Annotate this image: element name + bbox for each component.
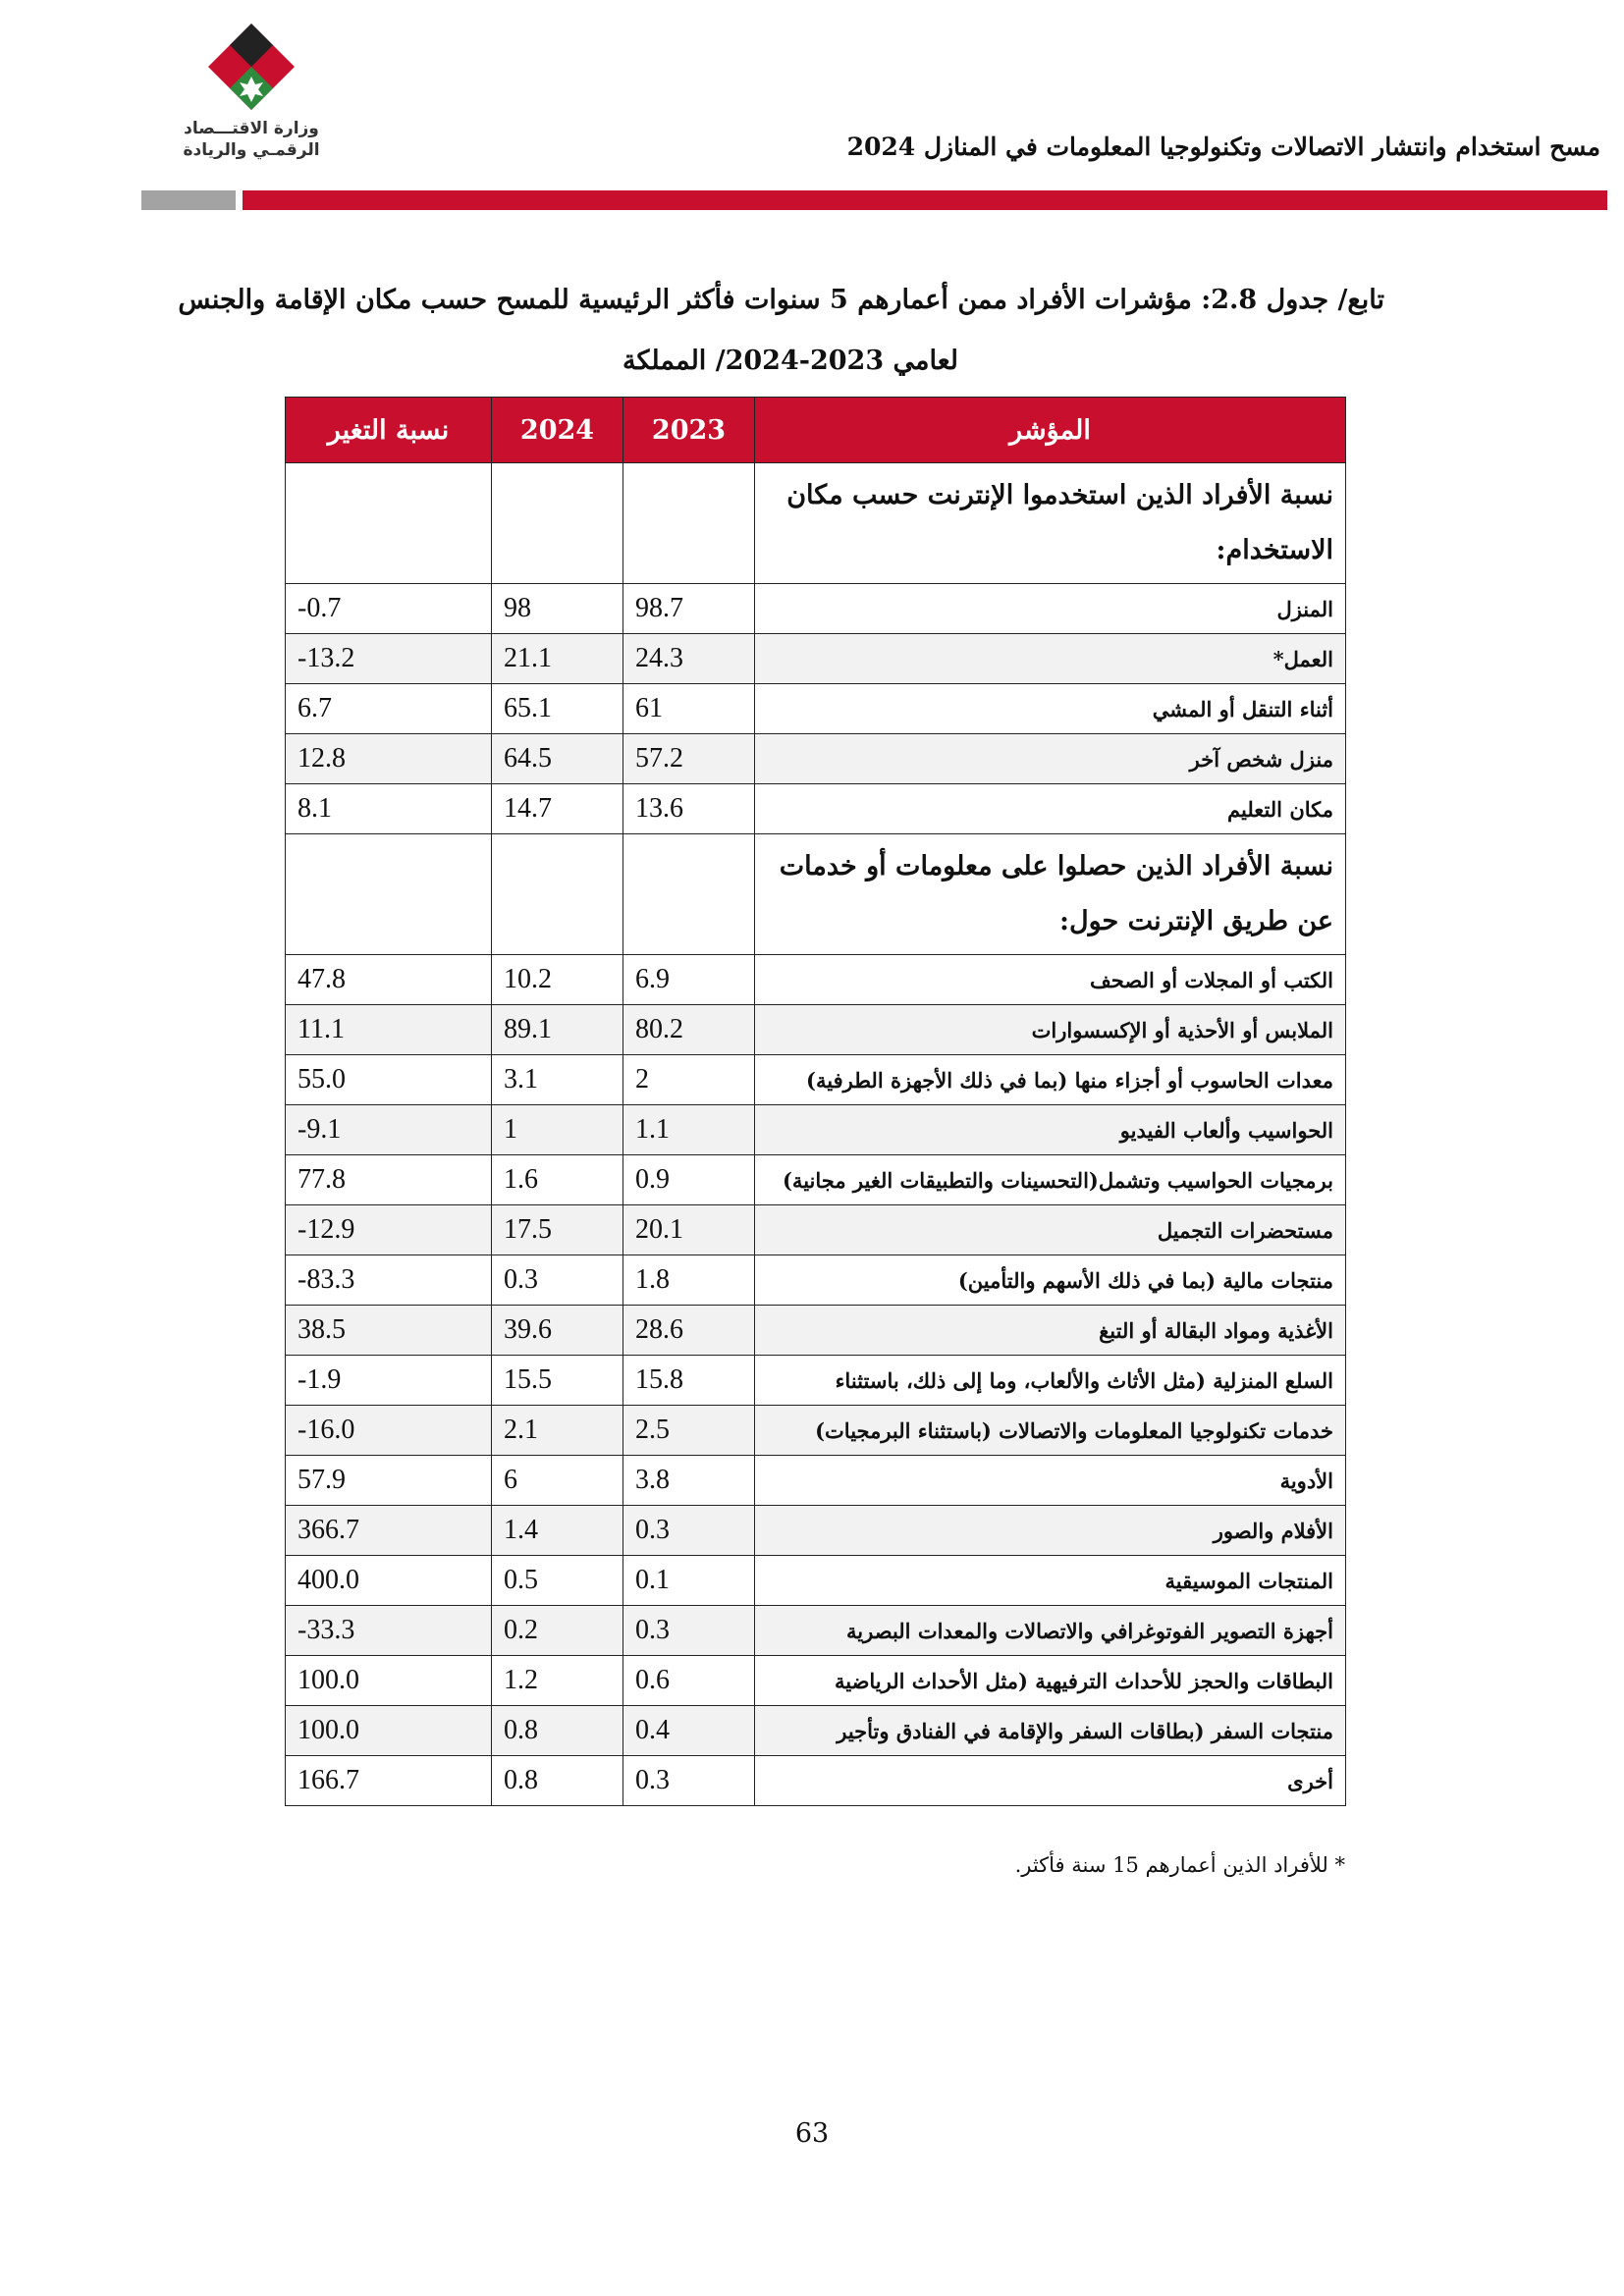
change-cell: -0.7 bbox=[286, 584, 492, 634]
change-cell: -9.1 bbox=[286, 1105, 492, 1155]
indicator-cell: منتجات مالية (بما في ذلك الأسهم والتأمين) bbox=[755, 1255, 1346, 1306]
table-row bbox=[286, 734, 1346, 784]
value-2023-cell: 2 bbox=[623, 1055, 755, 1105]
indicator-cell: أخرى bbox=[755, 1756, 1346, 1806]
change-cell: 400.0 bbox=[286, 1556, 492, 1606]
indicator-cell: المنتجات الموسيقية bbox=[755, 1556, 1346, 1606]
value-2023-cell: 0.6 bbox=[623, 1656, 755, 1706]
table-row bbox=[286, 1556, 1346, 1606]
value-2023-cell: 57.2 bbox=[623, 734, 755, 784]
change-cell: 100.0 bbox=[286, 1656, 492, 1706]
indicator-cell: البطاقات والحجز للأحداث الترفيهية (مثل الأحداث الرياضية bbox=[755, 1656, 1346, 1706]
change-cell bbox=[286, 463, 492, 584]
value-2024-cell: 65.1 bbox=[492, 684, 623, 734]
change-cell: 47.8 bbox=[286, 955, 492, 1005]
table-row bbox=[286, 784, 1346, 834]
change-cell: 11.1 bbox=[286, 1005, 492, 1055]
indicator-cell: منزل شخص آخر bbox=[755, 734, 1346, 784]
header-rule-red bbox=[243, 190, 1607, 210]
table-row bbox=[286, 684, 1346, 734]
table-row bbox=[286, 463, 1346, 584]
value-2024-cell: 10.2 bbox=[492, 955, 623, 1005]
value-2023-cell: 3.8 bbox=[623, 1456, 755, 1506]
indicator-cell: الأغذية ومواد البقالة أو التبغ bbox=[755, 1306, 1346, 1356]
table-header-row bbox=[286, 398, 1346, 463]
value-2024-cell bbox=[492, 463, 623, 584]
table-caption-line-2: لعامي 2023-2024/ المملكة bbox=[623, 346, 958, 376]
ministry-logo bbox=[183, 20, 320, 167]
table-row bbox=[286, 1055, 1346, 1105]
value-2024-cell: 1.2 bbox=[492, 1656, 623, 1706]
table-row bbox=[286, 1005, 1346, 1055]
table-row bbox=[286, 1506, 1346, 1556]
value-2024-cell: 1.6 bbox=[492, 1155, 623, 1205]
table-row bbox=[286, 1255, 1346, 1306]
page-number: 63 bbox=[794, 2118, 830, 2149]
value-2024-cell: 1.4 bbox=[492, 1506, 623, 1556]
change-cell: -16.0 bbox=[286, 1406, 492, 1456]
value-2024-cell: 15.5 bbox=[492, 1356, 623, 1406]
table-row bbox=[286, 1205, 1346, 1255]
value-2024-cell: 3.1 bbox=[492, 1055, 623, 1105]
table-caption-line-1: تابع/ جدول 2.8: مؤشرات الأفراد ممن أعمارهم 5 سنوات فأكثر الرئيسية للمسح حسب مكان الإقامة والجنس bbox=[178, 285, 1384, 315]
ministry-name: وزارة الاقتـــصاد الرقمـي والريادة bbox=[183, 119, 320, 160]
indicator-cell: خدمات تكنولوجيا المعلومات والاتصالات (باستثناء البرمجيات) bbox=[755, 1406, 1346, 1456]
change-cell: -1.9 bbox=[286, 1356, 492, 1406]
value-2024-cell: 89.1 bbox=[492, 1005, 623, 1055]
table-row bbox=[286, 1406, 1346, 1456]
value-2024-cell: 21.1 bbox=[492, 634, 623, 684]
value-2023-cell bbox=[623, 834, 755, 955]
table-row bbox=[286, 634, 1346, 684]
indicator-cell: أثناء التنقل أو المشي bbox=[755, 684, 1346, 734]
value-2024-cell: 6 bbox=[492, 1456, 623, 1506]
table-row bbox=[286, 1155, 1346, 1205]
ministry-emblem-icon bbox=[204, 20, 298, 118]
report-title: مسح استخدام وانتشار الاتصالات وتكنولوجيا المعلومات في المنازل 2024 bbox=[846, 133, 1600, 161]
value-2024-cell: 0.8 bbox=[492, 1706, 623, 1756]
table-row bbox=[286, 1306, 1346, 1356]
value-2023-cell: 61 bbox=[623, 684, 755, 734]
table-row bbox=[286, 1756, 1346, 1806]
table-row bbox=[286, 584, 1346, 634]
value-2024-cell: 0.5 bbox=[492, 1556, 623, 1606]
indicator-cell: السلع المنزلية (مثل الأثاث والألعاب، وما إلى ذلك، باستثناء bbox=[755, 1356, 1346, 1406]
indicator-cell: منتجات السفر (بطاقات السفر والإقامة في الفنادق وتأجير bbox=[755, 1706, 1346, 1756]
change-cell: 6.7 bbox=[286, 684, 492, 734]
value-2024-cell: 14.7 bbox=[492, 784, 623, 834]
indicator-cell: الأفلام والصور bbox=[755, 1506, 1346, 1556]
indicator-cell: مستحضرات التجميل bbox=[755, 1205, 1346, 1255]
indicator-cell: معدات الحاسوب أو أجزاء منها (بما في ذلك الأجهزة الطرفية) bbox=[755, 1055, 1346, 1105]
change-cell: 77.8 bbox=[286, 1155, 492, 1205]
value-2024-cell: 1 bbox=[492, 1105, 623, 1155]
table-row bbox=[286, 1105, 1346, 1155]
change-cell: -33.3 bbox=[286, 1606, 492, 1656]
value-2024-cell: 2.1 bbox=[492, 1406, 623, 1456]
change-cell: 38.5 bbox=[286, 1306, 492, 1356]
value-2023-cell: 0.1 bbox=[623, 1556, 755, 1606]
indicator-cell: العمل* bbox=[755, 634, 1346, 684]
value-2023-cell: 15.8 bbox=[623, 1356, 755, 1406]
indicator-cell: الأدوية bbox=[755, 1456, 1346, 1506]
indicator-cell: نسبة الأفراد الذين استخدموا الإنترنت حسب مكان الاستخدام: bbox=[755, 463, 1346, 584]
header-rule-gray bbox=[141, 190, 236, 210]
value-2023-cell: 24.3 bbox=[623, 634, 755, 684]
change-cell: 57.9 bbox=[286, 1456, 492, 1506]
change-cell: 8.1 bbox=[286, 784, 492, 834]
value-2023-cell: 0.9 bbox=[623, 1155, 755, 1205]
indicator-cell: نسبة الأفراد الذين حصلوا على معلومات أو خدمات عن طريق الإنترنت حول: bbox=[755, 834, 1346, 955]
change-cell: -83.3 bbox=[286, 1255, 492, 1306]
value-2024-cell: 0.2 bbox=[492, 1606, 623, 1656]
value-2023-cell: 1.8 bbox=[623, 1255, 755, 1306]
table-row bbox=[286, 1606, 1346, 1656]
value-2023-cell: 2.5 bbox=[623, 1406, 755, 1456]
indicator-cell: مكان التعليم bbox=[755, 784, 1346, 834]
table-row bbox=[286, 834, 1346, 955]
value-2023-cell: 98.7 bbox=[623, 584, 755, 634]
header-indicator: المؤشر bbox=[755, 398, 1346, 463]
indicator-cell: الملابس أو الأحذية أو الإكسسوارات bbox=[755, 1005, 1346, 1055]
value-2024-cell bbox=[492, 834, 623, 955]
value-2024-cell: 39.6 bbox=[492, 1306, 623, 1356]
table-row bbox=[286, 1706, 1346, 1756]
change-cell bbox=[286, 834, 492, 955]
indicator-cell: الحواسيب وألعاب الفيديو bbox=[755, 1105, 1346, 1155]
value-2023-cell: 20.1 bbox=[623, 1205, 755, 1255]
table-row bbox=[286, 1456, 1346, 1506]
value-2023-cell: 0.3 bbox=[623, 1606, 755, 1656]
change-cell: -12.9 bbox=[286, 1205, 492, 1255]
indicator-cell: المنزل bbox=[755, 584, 1346, 634]
value-2023-cell: 13.6 bbox=[623, 784, 755, 834]
value-2023-cell: 0.4 bbox=[623, 1706, 755, 1756]
change-cell: 55.0 bbox=[286, 1055, 492, 1105]
value-2023-cell bbox=[623, 463, 755, 584]
value-2023-cell: 1.1 bbox=[623, 1105, 755, 1155]
table-row bbox=[286, 1656, 1346, 1706]
value-2023-cell: 0.3 bbox=[623, 1756, 755, 1806]
indicator-cell: برمجيات الحواسيب وتشمل(التحسينات والتطبيقات الغير مجانية) bbox=[755, 1155, 1346, 1205]
value-2024-cell: 17.5 bbox=[492, 1205, 623, 1255]
value-2023-cell: 80.2 bbox=[623, 1005, 755, 1055]
value-2024-cell: 64.5 bbox=[492, 734, 623, 784]
indicator-cell: الكتب أو المجلات أو الصحف bbox=[755, 955, 1346, 1005]
change-cell: 366.7 bbox=[286, 1506, 492, 1556]
change-cell: 100.0 bbox=[286, 1706, 492, 1756]
indicator-cell: أجهزة التصوير الفوتوغرافي والاتصالات والمعدات البصرية bbox=[755, 1606, 1346, 1656]
header-change: نسبة التغير bbox=[286, 398, 492, 463]
value-2023-cell: 0.3 bbox=[623, 1506, 755, 1556]
header-2024: 2024 bbox=[492, 398, 623, 463]
indicators-table bbox=[285, 397, 1346, 1806]
change-cell: -13.2 bbox=[286, 634, 492, 684]
value-2024-cell: 98 bbox=[492, 584, 623, 634]
value-2024-cell: 0.8 bbox=[492, 1756, 623, 1806]
change-cell: 166.7 bbox=[286, 1756, 492, 1806]
table-row bbox=[286, 1356, 1346, 1406]
value-2024-cell: 0.3 bbox=[492, 1255, 623, 1306]
header-2023: 2023 bbox=[623, 398, 755, 463]
table-row bbox=[286, 955, 1346, 1005]
value-2023-cell: 28.6 bbox=[623, 1306, 755, 1356]
footnote: * للأفراد الذين أعمارهم 15 سنة فأكثر. bbox=[1014, 1853, 1345, 1877]
value-2023-cell: 6.9 bbox=[623, 955, 755, 1005]
change-cell: 12.8 bbox=[286, 734, 492, 784]
